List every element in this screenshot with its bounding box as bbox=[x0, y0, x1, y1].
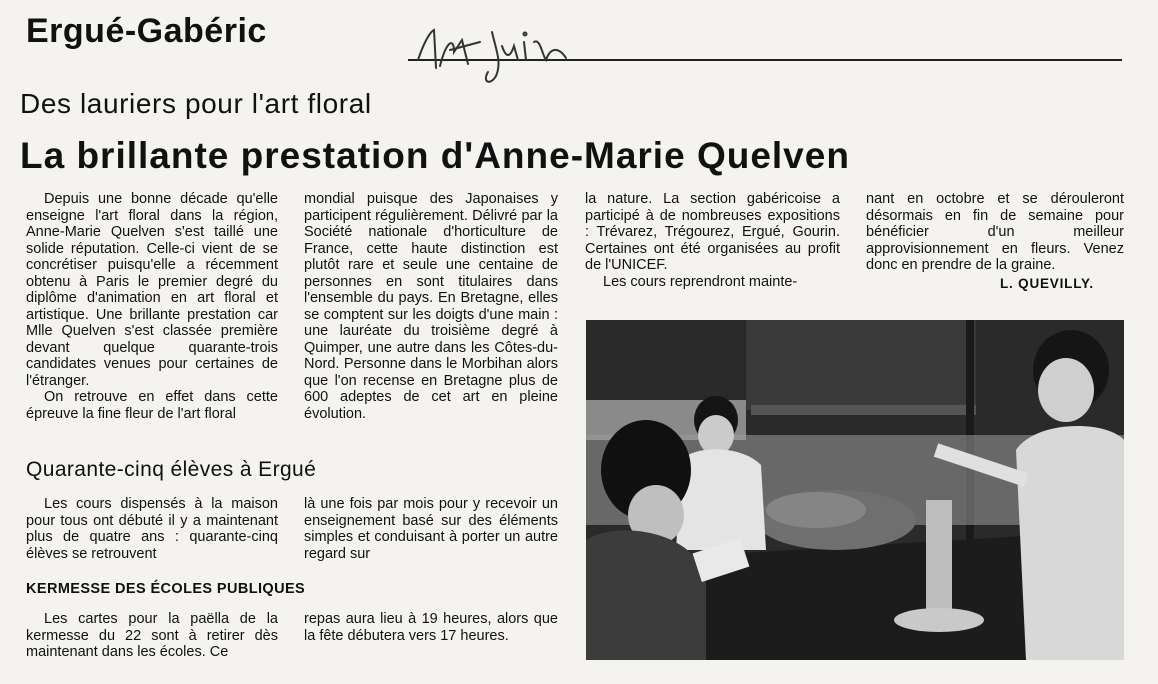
article-paragraph: Les cours reprendront mainte- bbox=[603, 273, 798, 290]
kicker-headline: Des lauriers pour l'art floral bbox=[20, 88, 372, 119]
article-paragraph: nant en octobre et se dérouleront désormais en fin de semaine pour bénéficier d'un meilleur approvisionnement en fleurs. Venez donc en prendre de la graine. bbox=[866, 191, 1124, 273]
article-column-4 bbox=[866, 191, 1124, 274]
photo-illustration bbox=[586, 320, 1124, 660]
kermesse-heading: KERMESSE DES ÉCOLES PUBLIQUES bbox=[26, 581, 306, 597]
article-paragraph: repas aura lieu à 19 heures, alors que la fête débutera vers 17 heures. bbox=[304, 611, 558, 644]
article-paragraph: mondial puisque des Japonaises y participent régulièrement. Délivré par la Société nationale d'horticulture de France, cette haute distinction est plutôt rare et seule une centaine de personnes en sont titulaires dans l'ensemble du pays. En Bretagne, elles se comptent sur les doigts d'une main : une lauréate du troisième degré à Quimper, une autre dans les Côtes-du-Nord. Personne dans le Morbihan alors que l'on recense en Bretagne plus de 600 adeptes de cet art en pleine évolution. bbox=[304, 191, 558, 422]
article-column-2 bbox=[304, 191, 558, 422]
article-column-3 bbox=[585, 191, 840, 290]
kermesse-column-2 bbox=[304, 611, 558, 644]
handwritten-date-note bbox=[410, 2, 580, 90]
article-paragraph: On retrouve en effet dans cette épreuve la fine fleur de l'art floral bbox=[26, 389, 278, 422]
kermesse-column-1 bbox=[26, 611, 278, 661]
article-column-1 bbox=[26, 191, 278, 422]
article-paragraph: Les cours dispensés à la maison pour tous ont débuté il y a maintenant plus de quatre ans : quarante-cinq élèves se retrouvent bbox=[26, 496, 278, 562]
section-subheading: Quarante-cinq élèves à Ergué bbox=[26, 458, 317, 481]
section2-column-1 bbox=[26, 496, 278, 562]
article-paragraph: la nature. La section gabéricoise a participé à de nombreuses expositions : Trévarez, Trégourez, Ergué, Gourin. Certaines ont été organisées au profit de l'UNICEF. bbox=[585, 191, 840, 273]
article-paragraph: Les cartes pour la paëlla de la kermesse du 22 sont à retirer dès maintenant dans les écoles. Ce bbox=[26, 611, 278, 660]
author-signature: L. QUEVILLY. bbox=[1000, 276, 1094, 291]
news-photo bbox=[586, 320, 1124, 660]
handwriting-scribble bbox=[410, 2, 580, 90]
article-paragraph: là une fois par mois pour y recevoir un enseignement basé sur des éléments simples et conduisant à porter un autre regard sur bbox=[304, 496, 558, 562]
main-headline: La brillante prestation d'Anne-Marie Quelven bbox=[20, 135, 850, 176]
section2-column-2 bbox=[304, 496, 558, 562]
town-heading: Ergué-Gabéric bbox=[26, 12, 267, 50]
article-paragraph: Depuis une bonne décade qu'elle enseigne l'art floral dans la région, Anne-Marie Quelven s'est taillé une solide réputation. Celle-ci vient de se concrétiser puisqu'elle a récemment obtenu à Paris le premier degré du diplôme d'animation en art floral et artistique. Une brillante prestation car Mlle Quelven s'est classée première devant quelque quarante-trois candidates venues pour certaines de l'étranger. bbox=[26, 191, 278, 389]
